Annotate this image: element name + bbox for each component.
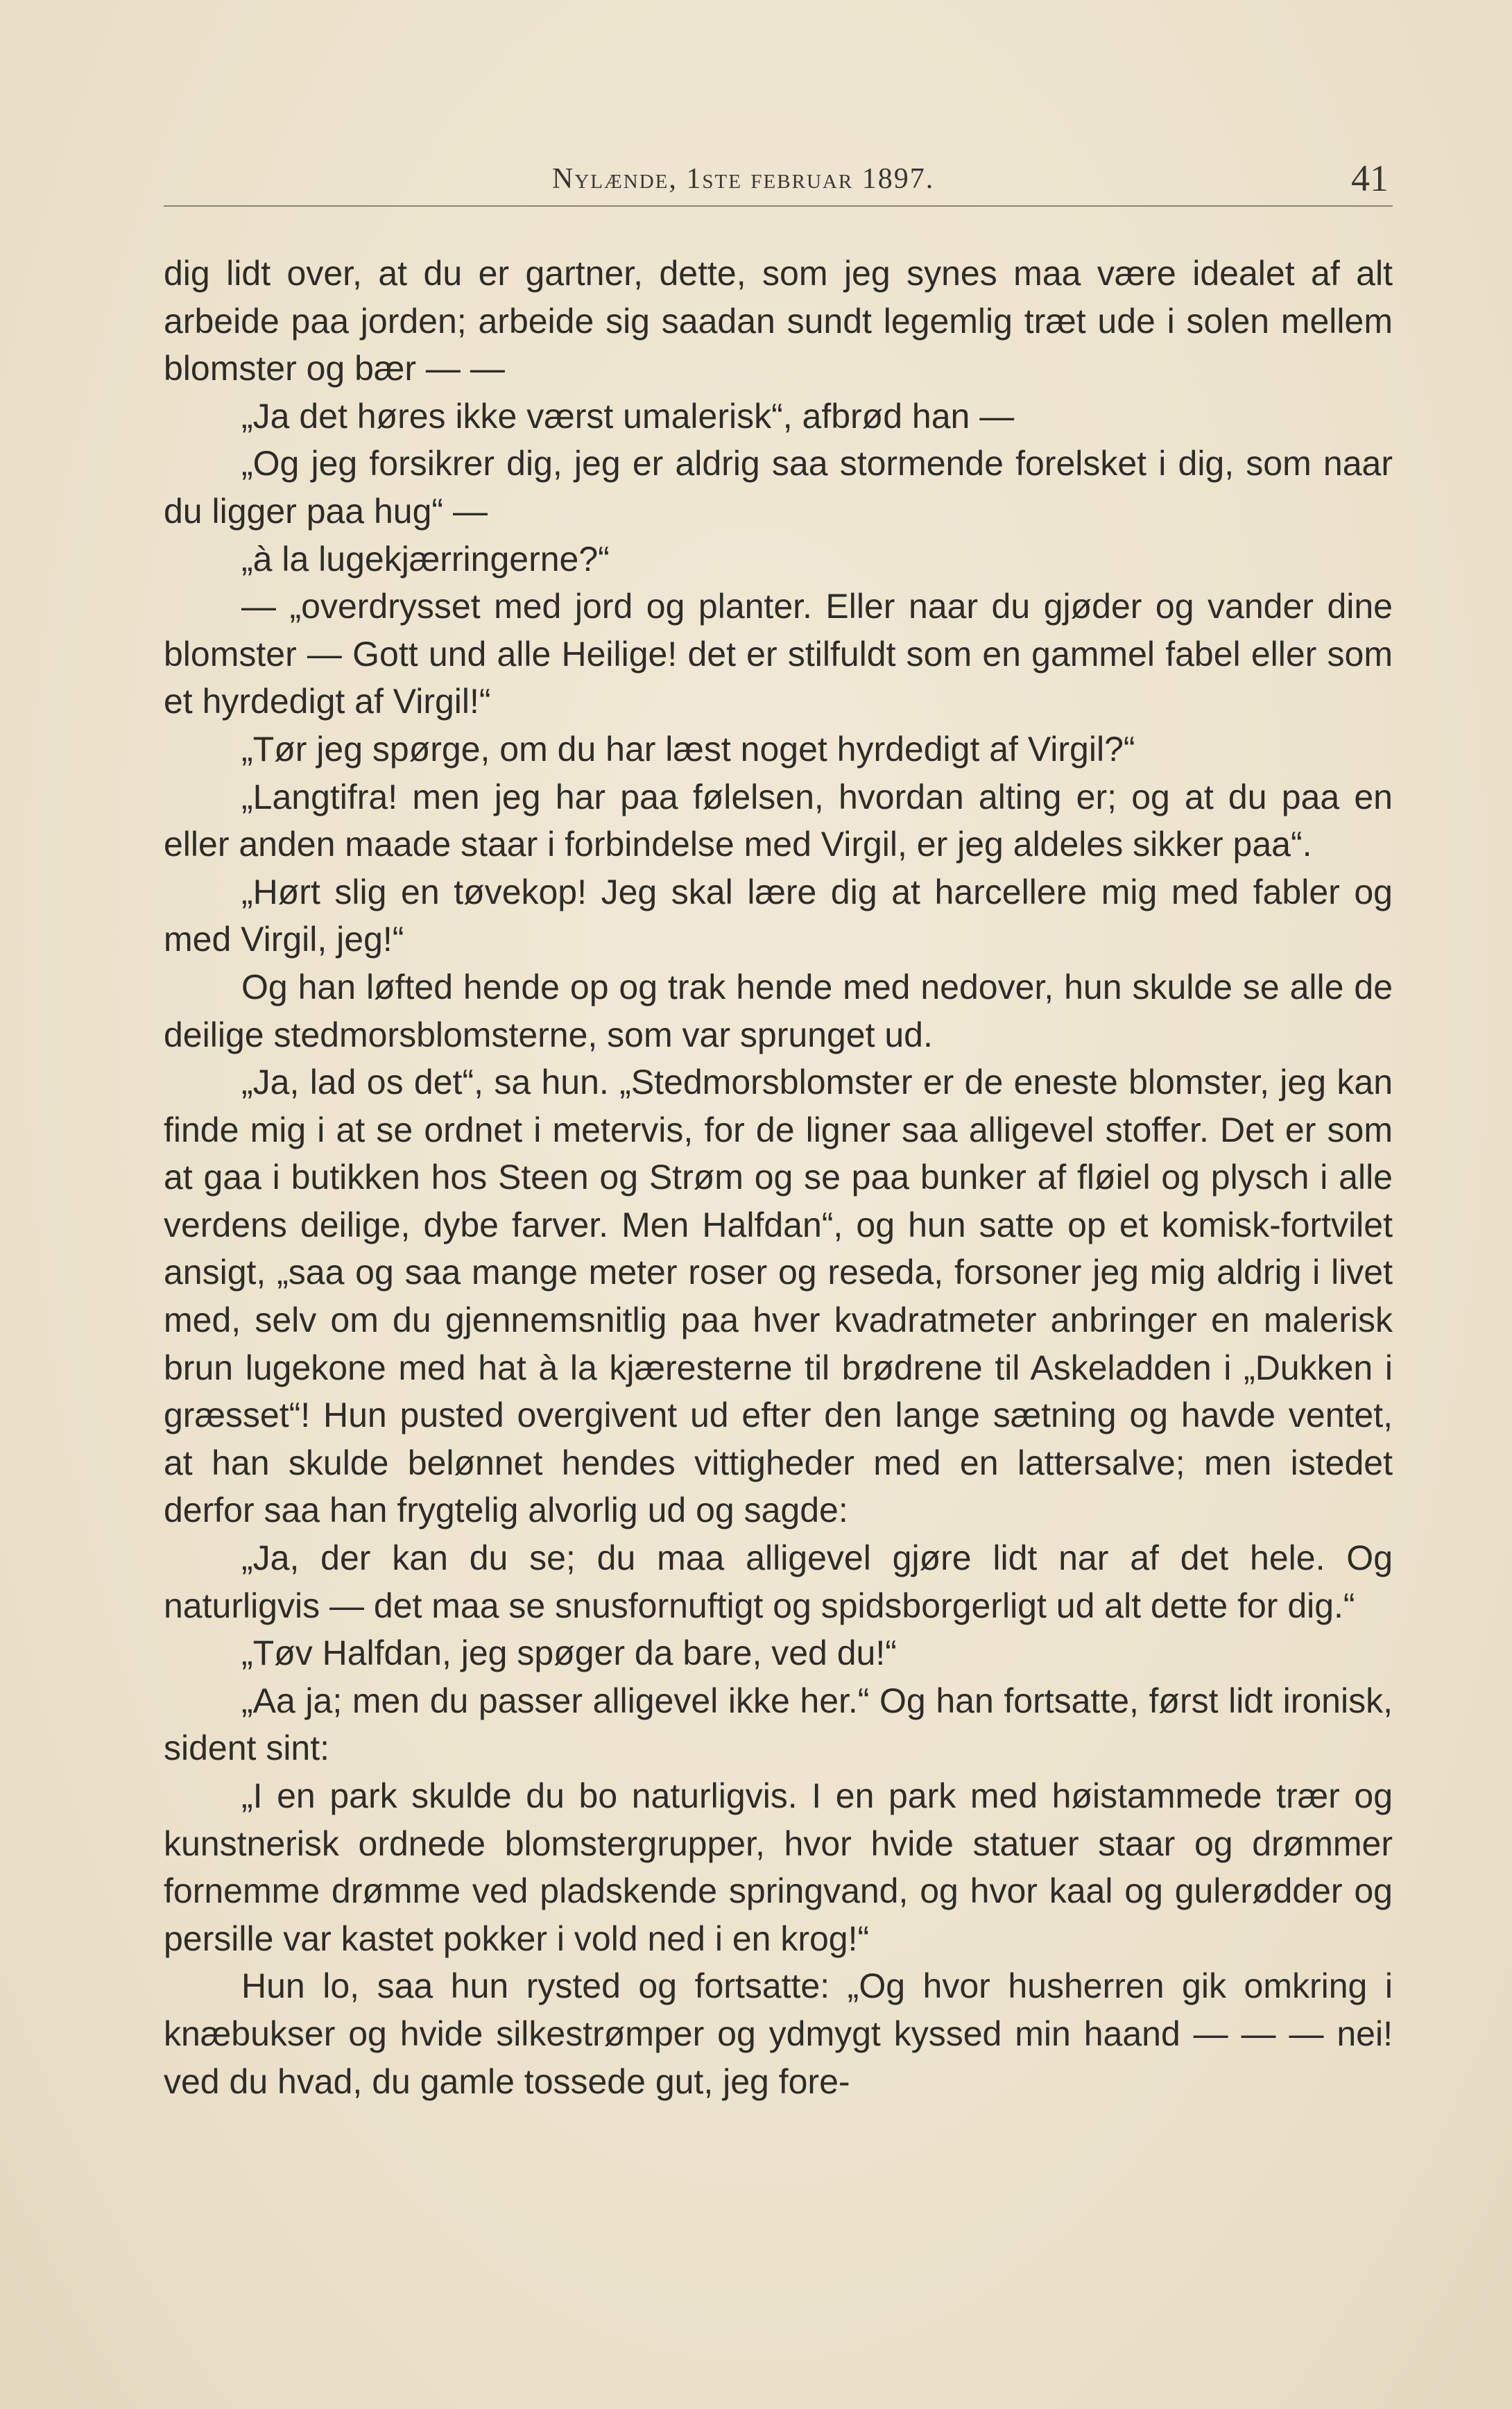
running-head xyxy=(164,154,1393,207)
paragraph: dig lidt over, at du er gartner, dette, som jeg synes maa være idealet af alt arbeide paa jorden; arbeide sig saadan sundt legemlig træt ude i solen mellem blomster og bær — — xyxy=(164,254,1393,388)
paragraph: „Tør jeg spørge, om du har læst noget hyrdedigt af Virgil?“ xyxy=(241,729,1135,769)
paragraph: — „overdrysset med jord og planter. Eller naar du gjøder og vander dine blomster — Gott und alle Heilige! det er stilfuldt som en gammel fabel eller som et hyrdedigt af Virgil!“ xyxy=(164,587,1393,721)
paragraph: „Langtifra! men jeg har paa følelsen, hvordan alting er; og at du paa en eller anden maade staar i forbindelse med Virgil, er jeg aldeles sikker paa“. xyxy=(164,777,1393,864)
paragraph: Og han løfted hende op og trak hende med nedover, hun skulde se alle de deilige stedmorsblomsterne, som var sprunget ud. xyxy=(164,967,1393,1054)
paragraph: „Ja det høres ikke værst umalerisk“, afbrød han — xyxy=(241,396,1015,436)
body-text xyxy=(164,250,1393,2105)
running-head-title: Nylænde, 1ste februar 1897. xyxy=(552,163,935,195)
page-number: 41 xyxy=(1351,157,1389,199)
paragraph: „Ja, der kan du se; du maa alligevel gjøre lidt nar af det hele. Og naturligvis — det maa se snusfornuftigt og spidsborgerligt ud alt dette for dig.“ xyxy=(164,1538,1393,1625)
paragraph: „Aa ja; men du passer alligevel ikke her.“ Og han fortsatte, først lidt ironisk, sident sint: xyxy=(164,1681,1393,1768)
paragraph: „I en park skulde du bo naturligvis. I en park med høistammede trær og kunstnerisk ordnede blomstergrupper, hvor hvide statuer staar og drømmer fornemme drømme ved pladskende springvand, og hvor kaal og gulerødder og persille var kastet pokker i vold ned i en krog!“ xyxy=(164,1776,1393,1958)
paragraph: „Og jeg forsikrer dig, jeg er aldrig saa stormende forelsket i dig, som naar du ligger paa hug“ — xyxy=(164,444,1393,531)
paragraph: Hun lo, saa hun rysted og fortsatte: „Og hvor husherren gik omkring i knæbukser og hvide silkestrømper og ydmygt kyssed min haand — — — nei! ved du hvad, du gamle tossede gut, jeg fore- xyxy=(164,1966,1393,2101)
paragraph: „à la lugekjærringerne?“ xyxy=(241,539,610,578)
paragraph: „Ja, lad os det“, sa hun. „Stedmorsblomster er de eneste blomster, jeg kan finde mig i at se ordnet i metervis, for de ligner saa alligevel stoffer. Det er som at gaa i butikken hos Steen og Strøm og se paa bunker af fløiel og plysch i alle verdens deilige, dybe farver. Men Halfdan“, og hun satte op et komisk-fortvilet ansigt, „saa og saa mange meter roser og reseda, forsoner jeg mig aldrig i livet med, selv om du gjennemsnitlig paa hver kvadratmeter anbringer en malerisk brun lugekone med hat à la kjæresterne til brødrene til Askeladden i „Dukken i græsset“! Hun pusted overgivent ud efter den lange sætning og havde ventet, at han skulde belønnet hendes vittigheder med en lattersalve; men istedet derfor saa han frygtelig alvorlig ud og sagde: xyxy=(164,1063,1393,1530)
paragraph: „Tøv Halfdan, jeg spøger da bare, ved du!“ xyxy=(241,1634,897,1673)
paragraph: „Hørt slig en tøvekop! Jeg skal lære dig at harcellere mig med fabler og med Virgil, jeg!“ xyxy=(164,872,1393,959)
